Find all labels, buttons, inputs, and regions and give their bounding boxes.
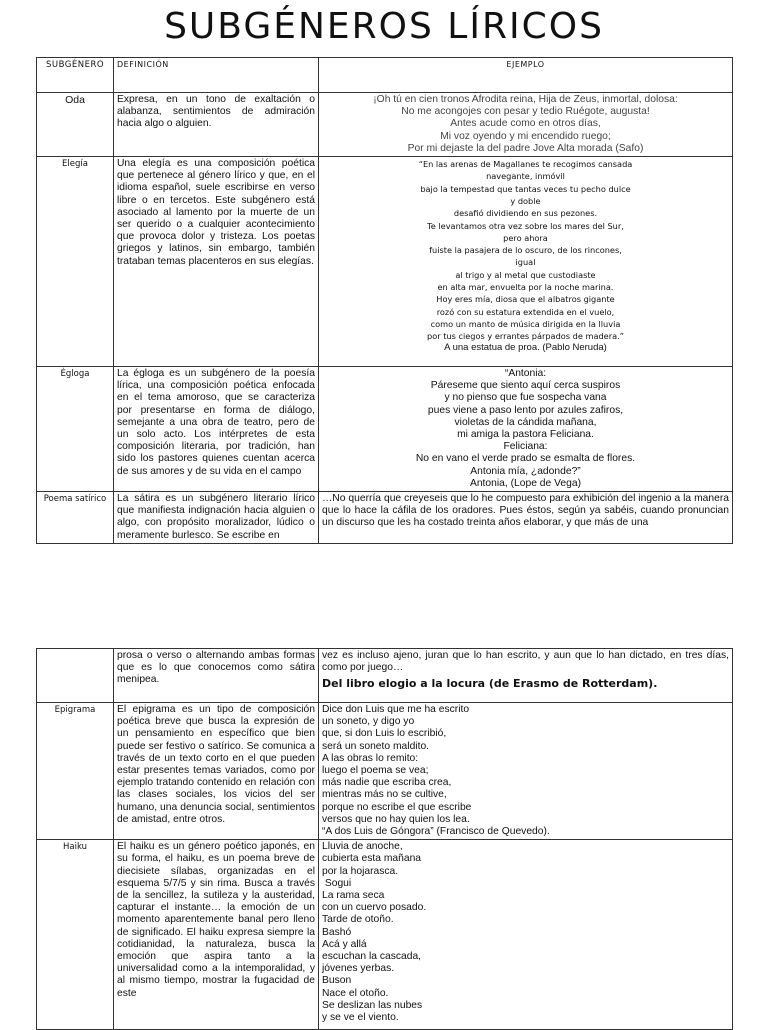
subgenres-table-part-1 bbox=[36, 57, 733, 544]
example-line: mientras más no se cultive, bbox=[322, 789, 447, 801]
example-line: desafió dividiendo en sus pezones. bbox=[453, 208, 598, 219]
example-line: Nace el otoño. bbox=[322, 987, 389, 999]
subgenre-example: …No querría que creyeseis que lo he compuesto para exhibición del ingenio a la manera que lo hace la cáfila de los oradores. Pues éstos, según ya sabéis, cuando pronuncian un discurso que les ha costado treinta años elaborar, y que más de una bbox=[319, 492, 733, 544]
example-line: Antonia mía, ¿adonde?” bbox=[470, 465, 581, 477]
example-line: igual bbox=[515, 257, 536, 268]
example-line: bajo la tempestad que tantas veces tu pecho dulce bbox=[420, 183, 631, 194]
header-ejemplo: EJEMPLO bbox=[319, 58, 733, 93]
subgenre-example bbox=[319, 649, 733, 703]
example-line: navegante, inmóvil bbox=[486, 171, 565, 182]
subgenre-definition: El epigrama es un tipo de composición poética breve que busca la expresión de un pensamiento en específico que bien puede ser festivo o satírico. Se comunica a través de un texto corto en el que pueden estar presentes temas variados, como por ejemplo tratando contenido en relación con las clases sociales, los vicios del ser humano, una denuncia social, sentimientos de amistad, entre otros. bbox=[114, 703, 319, 840]
header-definicion: DEFINICIÓN bbox=[114, 58, 319, 93]
example-line: jóvenes yerbas. bbox=[322, 963, 395, 975]
subgenre-example bbox=[319, 93, 733, 157]
header-subgenero: SUBGÉNERO bbox=[37, 58, 114, 93]
subgenre-definition: El haiku es un género poético japonés, en su forma, el haiku, es un poema breve de diecisiete sílabas, organizadas en el esquema 5/7/5 y sin rima. Busca a través de la sencillez, la sutileza y la austeridad, capturar el instante… la emoción de un momento aparentemente banal pero lleno de significado. El haiku expresa siempre la cotidianidad, la naturaleza, busca la emoción que aspira tanto a la universalidad como a la intemporalidad, y al mismo tiempo, mostrar la fugacidad de este bbox=[114, 840, 319, 1030]
example-line: Te levantamos otra vez sobre los mares del Sur, bbox=[427, 220, 624, 231]
example-line: No en vano el verde prado se esmalta de flores. bbox=[415, 453, 636, 465]
example-line: Mi voz oyendo y mi encendido ruego; bbox=[440, 130, 611, 142]
example-line: será un soneto maldito. bbox=[322, 740, 430, 752]
example-line: rozó con su estatura extendida en el vuelo, bbox=[436, 306, 615, 317]
table-row-elegia bbox=[37, 157, 733, 367]
example-line: pero ahora bbox=[503, 232, 548, 243]
example-line: Tarde de otoño. bbox=[322, 914, 394, 926]
example-line: porque no escribe el que escribe bbox=[322, 801, 472, 813]
table-row-egloga bbox=[37, 367, 733, 492]
example-line: Feliciana: bbox=[503, 441, 548, 453]
example-line: como un manto de música dirigida en la lluvia bbox=[430, 318, 621, 329]
table-row-epigrama bbox=[37, 703, 733, 840]
example-line: “A dos Luis de Góngora” (Francisco de Quevedo). bbox=[322, 826, 550, 838]
subgenre-name: Haiku bbox=[37, 840, 114, 1030]
table-row-oda bbox=[37, 93, 733, 157]
example-line: “Antonia: bbox=[504, 368, 547, 380]
example-line: Lluvia de anoche, bbox=[322, 841, 403, 853]
subgenre-name: Elegía bbox=[37, 157, 114, 367]
example-line: violetas de la cándida mañana, bbox=[454, 416, 597, 428]
example-line: con un cuervo posado. bbox=[322, 902, 427, 914]
example-line: La rama seca bbox=[322, 890, 385, 902]
subgenre-example bbox=[319, 367, 733, 492]
subgenre-name: Poema satírico bbox=[37, 492, 114, 544]
example-line: Hoy eres mía, diosa que el albatros gigante bbox=[436, 294, 615, 305]
subgenre-definition: Una elegía es una composición poética que pertenece al género lírico y que, en el idioma español, suele escribirse en verso libre o en tercetos. Este subgénero está asociado al lamento por la muerte de un ser querido o a cualquier acontecimiento que provoca dolor y tristeza. Los poetas griegos y latinos, sin embargo, también trataban temas placenteros en sus elegías. bbox=[114, 157, 319, 367]
table-row-poema-satirico bbox=[37, 492, 733, 544]
subgenre-definition: La égloga es un subgénero de la poesía lírica, una composición poética enfocada en el tema amoroso, que se caracteriza por presentarse en forma de diálogo, semejante a una obra de teatro, pero de un solo acto. Los intérpretes de esta composición literaria, por tradición, han sido los pastores quienes cuentan acerca de sus amores y de su vida en el campo bbox=[114, 367, 319, 492]
example-line: ¡Oh tú en cien tronos Afrodita reina, Hija de Zeus, inmortal, dolosa: bbox=[373, 94, 678, 105]
example-line: Buson bbox=[322, 975, 352, 987]
example-line: por la hojarasca. bbox=[322, 865, 399, 877]
table-row-haiku bbox=[37, 840, 733, 1030]
example-line: Antonia, (Lope de Vega) bbox=[469, 477, 582, 489]
table-row-satirico-continued bbox=[37, 649, 733, 703]
subgenre-name: Oda bbox=[37, 93, 114, 157]
subgenre-definition: Expresa, en un tono de exaltación o alabanza, sentimientos de admiración hacia algo o alguien. bbox=[114, 93, 319, 157]
example-line: más nadie que escriba crea, bbox=[322, 777, 452, 789]
example-line: fuiste la pasajera de lo oscuro, de los rincones, bbox=[429, 245, 622, 256]
table-header-row bbox=[37, 58, 733, 93]
example-line: por tus ciegos y errantes párpados de madera.” bbox=[427, 331, 624, 342]
page-title: SUBGÉNEROS LÍRICOS bbox=[164, 6, 604, 47]
example-line: Acá y allá bbox=[322, 938, 367, 950]
subgenre-definition: La sátira es un subgénero literario lírico que manifiesta indignación hacia alguien o algo, con propósito moralizador, lúdico o meramente burlesco. Se escribe en bbox=[114, 492, 319, 544]
example-line: Antes acude como en otros días, bbox=[450, 118, 601, 130]
subgenre-name-empty bbox=[37, 649, 114, 703]
example-line: Bashó bbox=[322, 926, 352, 938]
example-line: luego el poema se vea; bbox=[322, 765, 429, 777]
example-line: mi amiga la pastora Feliciana. bbox=[457, 429, 594, 441]
example-line: versos que no hay quien los lea. bbox=[322, 813, 470, 825]
example-line: que, si don Luis lo escribió, bbox=[322, 728, 447, 740]
example-line: escuchan la cascada, bbox=[322, 951, 422, 963]
example-line: A una estatua de proa. (Pablo Neruda) bbox=[444, 342, 607, 354]
example-line: al trigo y al metal que custodiaste bbox=[455, 269, 596, 280]
example-line: Páreseme que siento aquí cerca suspiros bbox=[430, 380, 621, 392]
example-line: A las obras lo remito: bbox=[322, 752, 419, 764]
example-line: pues viene a paso lento por azules zafiros, bbox=[427, 404, 624, 416]
subgenres-table-part-2 bbox=[36, 648, 733, 1030]
example-line: Sogui bbox=[322, 877, 352, 889]
example-line: y no pienso que fue sospecha vana bbox=[444, 392, 607, 404]
example-line: Se deslizan las nubes bbox=[322, 999, 423, 1011]
example-line: un soneto, y digo yo bbox=[322, 716, 415, 728]
subgenre-definition: prosa o verso o alternando ambas formas que es lo que conocemos como sátira menipea. bbox=[114, 649, 319, 703]
example-line: “En las arenas de Magallanes te recogimos cansada bbox=[418, 159, 633, 170]
example-line: y se ve el viento. bbox=[322, 1012, 399, 1024]
example-text: vez es incluso ajeno, juran que lo han escrito, y aun que lo han dictado, en tres días, como por juego… bbox=[322, 650, 729, 674]
example-source: Del libro elogio a la locura (de Erasmo de Rotterdam). bbox=[322, 677, 658, 691]
example-line: cubierta esta mañana bbox=[322, 853, 422, 865]
subgenre-example bbox=[319, 157, 733, 367]
subgenre-name: Égloga bbox=[37, 367, 114, 492]
subgenre-name: Epigrama bbox=[37, 703, 114, 840]
example-line: Dice don Luis que me ha escrito bbox=[322, 704, 470, 715]
example-line: Por mi dejaste la del padre Jove Alta morada (Safo) bbox=[407, 142, 644, 154]
subgenre-example bbox=[319, 840, 733, 1030]
example-line: en alta mar, envuelta por la noche marina. bbox=[437, 281, 614, 292]
example-line: No me acongojes con pesar y tedio Ruégote, augusta! bbox=[401, 106, 650, 118]
subgenre-example bbox=[319, 703, 733, 840]
example-line: y doble bbox=[510, 195, 541, 206]
